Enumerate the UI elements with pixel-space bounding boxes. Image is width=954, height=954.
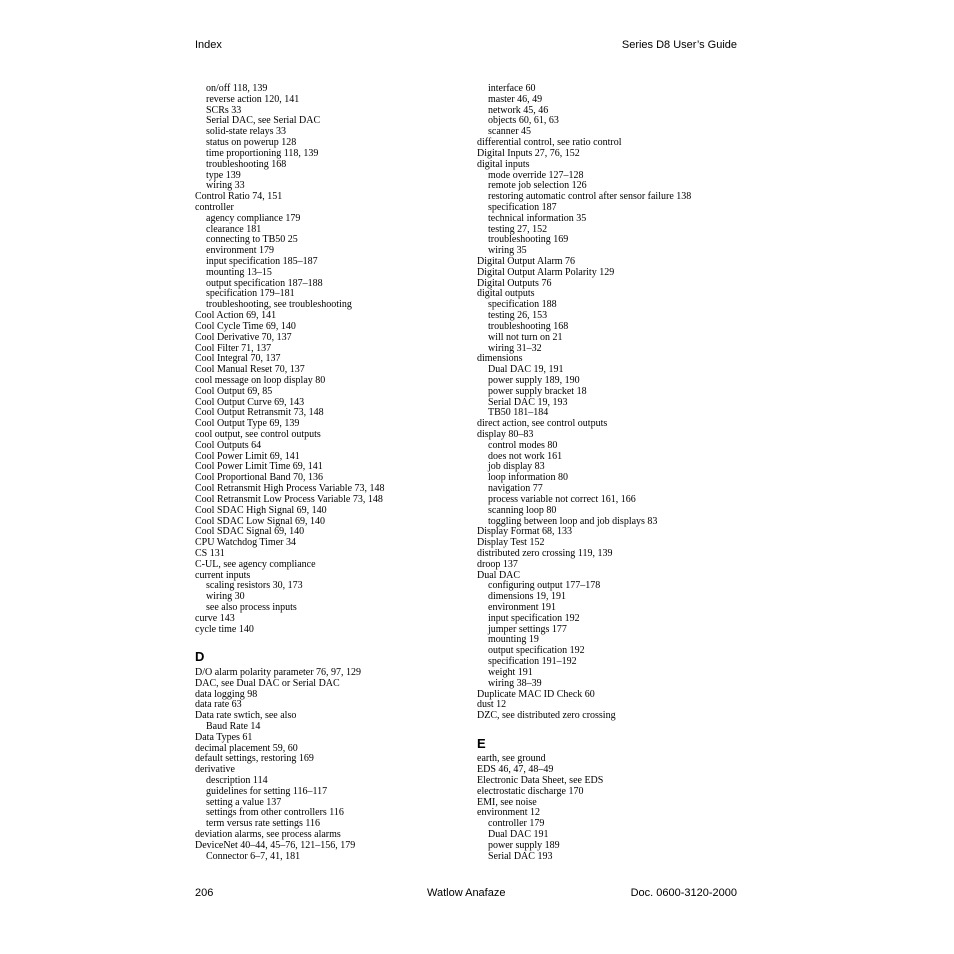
index-subentry: toggling between loop and job displays 83: [488, 515, 658, 527]
index-subentry: does not work 161: [488, 450, 563, 462]
index-entry: Cool Output Curve 69, 143: [195, 396, 305, 408]
index-subentry: scanning loop 80: [488, 504, 557, 516]
index-subentry: will not turn on 21: [488, 331, 563, 343]
index-entry: Cool SDAC Low Signal 69, 140: [195, 515, 326, 527]
index-entry: DeviceNet 40–44, 45–76, 121–156, 179: [195, 839, 356, 851]
index-entry: Display Test 152: [477, 537, 545, 549]
index-entry: Cool Filter 71, 137: [195, 342, 272, 354]
footer-doc-number: Doc. 0600-3120-2000: [630, 887, 737, 899]
index-entry: differential control, see ratio control: [477, 137, 622, 149]
header-document-title: Series D8 User’s Guide: [621, 39, 737, 51]
index-entry: Cool Outputs 64: [195, 439, 262, 451]
index-subentry: scanner 45: [488, 126, 532, 138]
index-subentry: specification 179–181: [206, 288, 295, 300]
index-subentry: environment 179: [206, 245, 275, 257]
index-subentry: Dual DAC 19, 191: [488, 364, 564, 376]
index-subentry: wiring 33: [206, 180, 245, 192]
index-subentry: Baud Rate 14: [206, 720, 261, 732]
index-subentry: loop information 80: [488, 472, 568, 484]
index-subentry: mounting 13–15: [206, 266, 272, 278]
index-subentry: objects 60, 61, 63: [488, 115, 559, 127]
index-entry: Cool Action 69, 141: [195, 310, 277, 322]
index-entry: Cool Proportional Band 70, 136: [195, 472, 324, 484]
index-entry: current inputs: [195, 569, 251, 581]
index-subentry: interface 60: [488, 83, 536, 94]
index-subentry: input specification 185–187: [206, 256, 318, 267]
index-subentry: Serial DAC, see Serial DAC: [206, 115, 321, 127]
index-entry: dust 12: [477, 699, 507, 711]
index-subentry: master 46, 49: [488, 93, 543, 105]
index-subentry: job display 83: [488, 461, 545, 473]
index-entry: D/O alarm polarity parameter 76, 97, 129: [195, 666, 362, 678]
index-subentry: wiring 35: [488, 245, 527, 257]
index-subentry: testing 27, 152: [488, 223, 548, 235]
index-subentry: input specification 192: [488, 612, 580, 624]
index-entry: Digital Output Alarm 76: [477, 256, 576, 267]
index-subentry: output specification 192: [488, 645, 585, 657]
index-subentry: type 139: [206, 169, 241, 181]
index-subentry: troubleshooting, see troubleshooting: [206, 299, 352, 311]
index-subentry: connecting to TB50 25: [206, 234, 298, 246]
index-entry: earth, see ground: [477, 753, 546, 765]
index-entry: Digital Outputs 76: [477, 277, 552, 289]
index-subentry: power supply bracket 18: [488, 385, 587, 397]
index-subentry: troubleshooting 168: [206, 158, 287, 170]
index-spacer: [195, 635, 465, 646]
footer-company: Watlow Anafaze: [427, 887, 506, 899]
index-entry: CPU Watchdog Timer 34: [195, 537, 296, 549]
index-entry: Cool Cycle Time 69, 140: [195, 320, 296, 332]
index-entry: Data rate swtich, see also: [195, 710, 297, 722]
index-entry: digital inputs: [477, 158, 530, 170]
index-subentry: power supply 189, 190: [488, 374, 580, 386]
index-subentry: weight 191: [488, 666, 533, 678]
index-entry: derivative: [195, 764, 235, 776]
index-subentry: wiring 31–32: [488, 342, 542, 354]
index-subentry: see also process inputs: [206, 602, 297, 613]
index-subentry: remote job selection 126: [488, 180, 587, 192]
index-subentry: control modes 80: [488, 439, 558, 451]
index-entry: electrostatic discharge 170: [477, 785, 584, 797]
index-entry: deviation alarms, see process alarms: [195, 829, 341, 841]
index-entry: Cool SDAC High Signal 69, 140: [195, 504, 327, 516]
index-entry: dimensions: [477, 353, 523, 365]
index-entry: data logging 98: [195, 688, 258, 700]
index-entry: display 80–83: [477, 429, 534, 440]
index-subentry: reverse action 120, 141: [206, 93, 300, 105]
index-entry: cycle time 140: [195, 623, 254, 635]
index-subentry: navigation 77: [488, 483, 543, 495]
index-subentry: jumper settings 177: [488, 623, 567, 635]
index-column-left: [195, 84, 465, 863]
index-subentry: status on powerup 128: [206, 137, 297, 149]
index-subentry: agency compliance 179: [206, 212, 301, 224]
index-subentry: troubleshooting 168: [488, 320, 569, 332]
index-subentry: mounting 19: [488, 634, 539, 646]
index-subentry: Serial DAC 193: [488, 850, 553, 862]
index-section-letter: E: [477, 735, 486, 751]
index-subentry: guidelines for setting 116–117: [206, 785, 328, 797]
index-spacer: [477, 722, 747, 733]
index-subentry: output specification 187–188: [206, 277, 323, 289]
index-subentry: technical information 35: [488, 212, 587, 224]
index-entry: Cool SDAC Signal 69, 140: [195, 526, 305, 538]
index-entry: environment 12: [477, 807, 541, 819]
index-subentry: term versus rate settings 116: [206, 818, 321, 830]
index-subentry: wiring 38–39: [488, 677, 542, 689]
index-entry: cool output, see control outputs: [195, 429, 321, 440]
index-entry: Digital Inputs 27, 76, 152: [477, 147, 580, 159]
index-entry: EMI, see noise: [477, 796, 537, 808]
index-subentry: configuring output 177–178: [488, 580, 601, 592]
index-entry: Display Format 68, 133: [477, 526, 572, 538]
index-entry: data rate 63: [195, 699, 242, 711]
index-entry: Cool Manual Reset 70, 137: [195, 364, 305, 376]
index-entry: Cool Retransmit High Process Variable 73, 148: [195, 483, 385, 495]
index-subentry: setting a value 137: [206, 796, 282, 808]
index-entry: Digital Output Alarm Polarity 129: [477, 266, 615, 278]
index-entry: curve 143: [195, 612, 235, 624]
index-column-right: [477, 84, 747, 863]
index-entry: EDS 46, 47, 48–49: [477, 764, 554, 776]
index-entry: Cool Retransmit Low Process Variable 73, 148: [195, 493, 383, 505]
index-entry: C-UL, see agency compliance: [195, 558, 316, 570]
index-subentry: restoring automatic control after sensor failure 138: [488, 191, 692, 203]
header-section-title: Index: [195, 39, 222, 51]
index-subentry: Dual DAC 191: [488, 829, 549, 841]
index-entry: CS 131: [195, 547, 225, 559]
index-subentry: network 45, 46: [488, 104, 549, 116]
index-subentry: specification 187: [488, 201, 557, 213]
index-entry: Cool Output Retransmit 73, 148: [195, 407, 324, 419]
index-subentry: time proportioning 118, 139: [206, 147, 319, 159]
index-subentry: dimensions 19, 191: [488, 591, 567, 603]
index-subentry: controller 179: [488, 818, 545, 830]
index-subentry: SCRs 33: [206, 104, 242, 116]
index-subentry: clearance 181: [206, 223, 262, 235]
index-entry: Cool Output Type 69, 139: [195, 418, 300, 430]
index-subentry: on/off 118, 139: [206, 83, 268, 94]
index-subentry: solid-state relays 33: [206, 126, 286, 138]
index-entry: direct action, see control outputs: [477, 418, 608, 430]
index-entry: Electronic Data Sheet, see EDS: [477, 775, 604, 786]
index-entry: cool message on loop display 80: [195, 374, 326, 386]
index-entry: Data Types 61: [195, 731, 253, 743]
index-subentry: specification 188: [488, 299, 557, 311]
index-subentry: environment 191: [488, 602, 557, 613]
index-entry: Control Ratio 74, 151: [195, 191, 283, 203]
index-entry: Cool Integral 70, 137: [195, 353, 281, 365]
index-entry: distributed zero crossing 119, 139: [477, 547, 613, 559]
index-section-letter: D: [195, 649, 205, 665]
index-subentry: specification 191–192: [488, 656, 577, 668]
index-entry: Duplicate MAC ID Check 60: [477, 688, 595, 700]
index-subentry: TB50 181–184: [488, 407, 549, 419]
index-subentry: testing 26, 153: [488, 310, 548, 322]
index-entry: droop 137: [477, 558, 518, 570]
index-subentry: process variable not correct 161, 166: [488, 493, 636, 505]
index-entry: DZC, see distributed zero crossing: [477, 710, 616, 722]
index-subentry: troubleshooting 169: [488, 234, 569, 246]
index-entry: Cool Derivative 70, 137: [195, 331, 292, 343]
index-subentry: settings from other controllers 116: [206, 807, 344, 819]
index-entry: Cool Power Limit Time 69, 141: [195, 461, 323, 473]
footer-page-number: 206: [195, 887, 214, 899]
index-subentry: scaling resistors 30, 173: [206, 580, 303, 592]
index-subentry: wiring 30: [206, 591, 245, 603]
index-entry: Dual DAC: [477, 569, 521, 581]
index-entry: Cool Output 69, 85: [195, 385, 273, 397]
index-entry: Cool Power Limit 69, 141: [195, 450, 300, 462]
index-entry: default settings, restoring 169: [195, 753, 314, 765]
index-subentry: Connector 6–7, 41, 181: [206, 850, 301, 862]
index-entry: digital outputs: [477, 288, 535, 300]
index-subentry: mode override 127–128: [488, 169, 584, 181]
index-subentry: description 114: [206, 775, 268, 786]
index-entry: decimal placement 59, 60: [195, 742, 298, 754]
index-subentry: Serial DAC 19, 193: [488, 396, 568, 408]
index-entry: controller: [195, 201, 234, 213]
index-entry: DAC, see Dual DAC or Serial DAC: [195, 677, 340, 689]
index-subentry: power supply 189: [488, 839, 560, 851]
